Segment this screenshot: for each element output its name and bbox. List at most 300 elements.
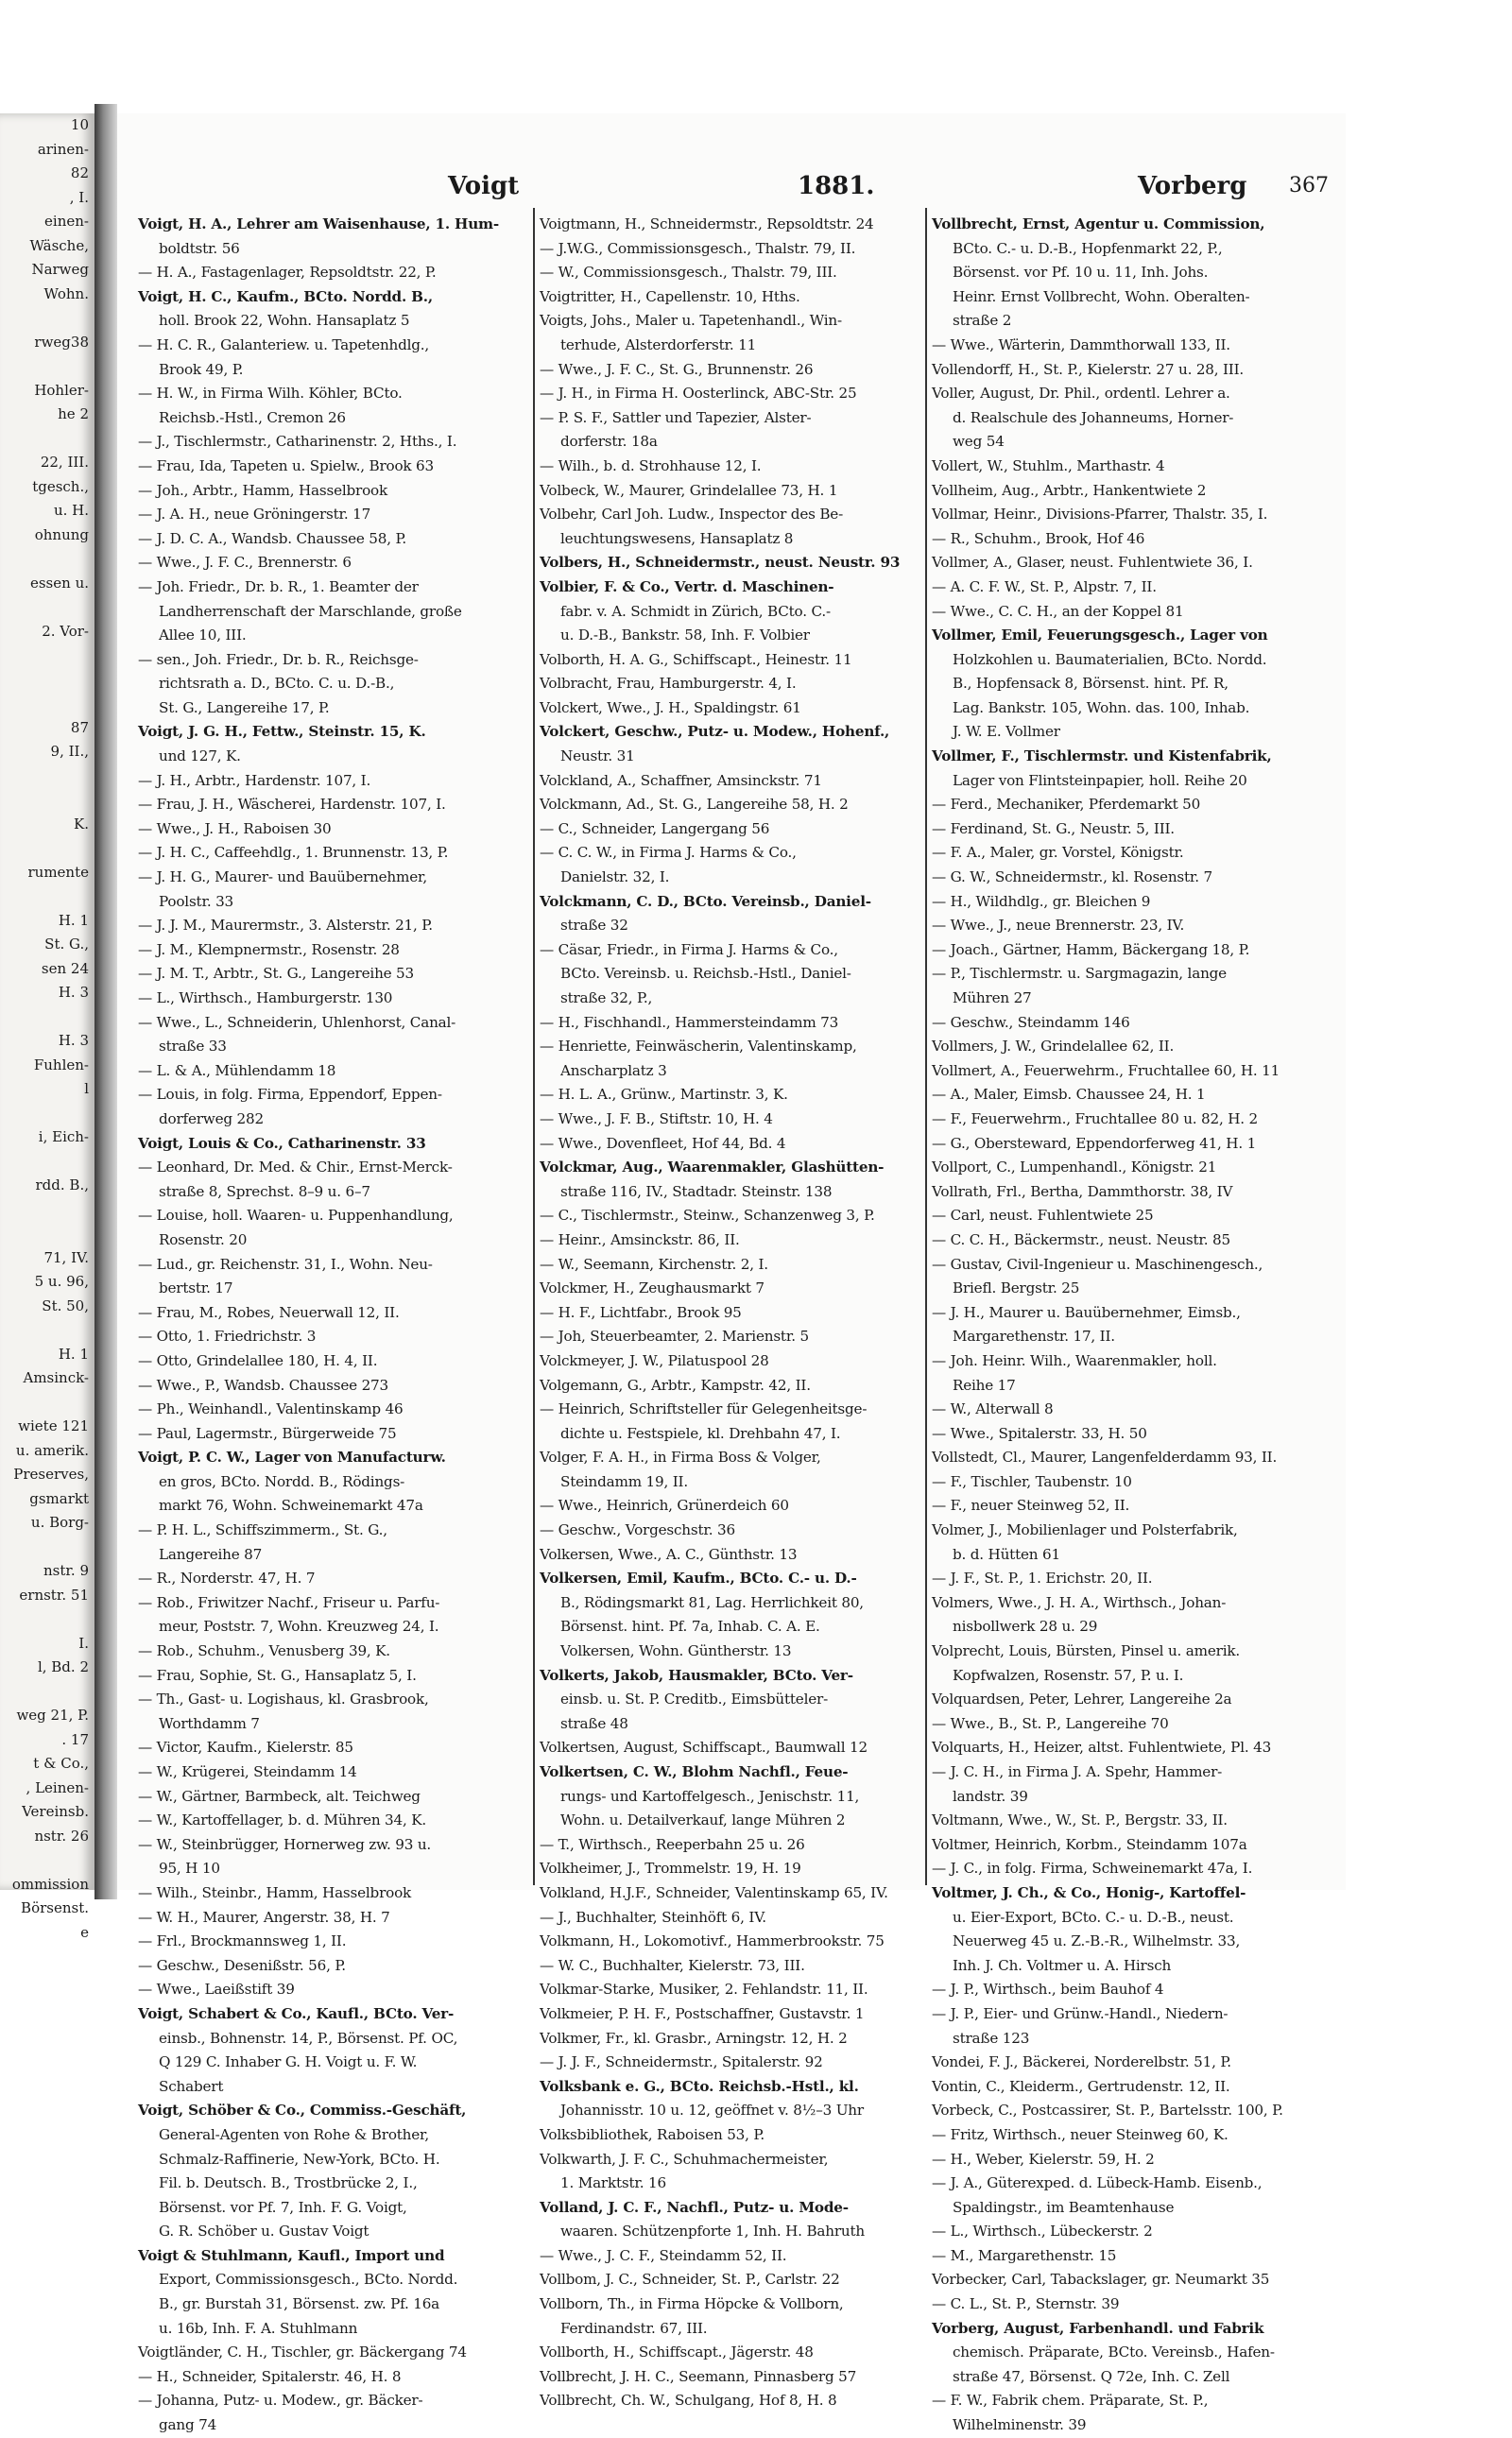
directory-entry: Voigts, Johs., Maler u. Tapetenhandl., Win- (540, 312, 842, 330)
prev-page-fragment (0, 788, 94, 813)
directory-entry: Vollport, C., Lumpenhandl., Königstr. 21 (932, 1159, 1217, 1176)
directory-entry: — J. P., Wirthsch., beim Bauhof 4 (932, 1981, 1164, 1999)
directory-entry: Neustr. 31 (560, 747, 635, 765)
prev-page-fragment: einen- (44, 213, 89, 230)
directory-entry: — H., Wildhdlg., gr. Bleichen 9 (932, 892, 1151, 910)
directory-entry: — J. H. C., Caffeehdlg., 1. Brunnenstr. 13, P. (138, 844, 449, 862)
directory-entry: B., Rödingsmarkt 81, Lag. Herrlichkeit 80, (560, 1593, 864, 1611)
directory-entry: — Joh. Friedr., Dr. b. R., 1. Beamter der (138, 577, 419, 595)
directory-entry: Voltmann, Wwe., W., St. P., Bergstr. 33, II. (932, 1811, 1228, 1829)
directory-entry: B., Hopfensack 8, Börsenst. hint. Pf. R, (953, 675, 1228, 693)
directory-entry: — L., Wirthsch., Hamburgerstr. 130 (138, 989, 393, 1006)
directory-entry: Vollmar, Heinr., Divisions-Pfarrer, Thalstr. 35, I. (932, 506, 1268, 524)
prev-page-fragment (0, 595, 94, 620)
directory-entry: 95, H 10 (159, 1860, 220, 1878)
directory-entry: Volquarts, H., Heizer, altst. Fuhlentwiete, Pl. 43 (932, 1739, 1272, 1757)
directory-entry: — Joh, Steuerbeamter, 2. Marienstr. 5 (540, 1328, 809, 1346)
prev-page-fragment: t & Co., (33, 1755, 89, 1772)
prev-page-fragment (0, 547, 94, 572)
prev-page-fragment (0, 764, 94, 789)
directory-entry: — J. C., in folg. Firma, Schweinemarkt 47a, I. (932, 1860, 1253, 1878)
prev-page-fragment: rweg38 (34, 333, 89, 351)
prev-page-fragment: Börsenst. (21, 1899, 89, 1916)
directory-entry: Voigt, Louis & Co., Catharinenstr. 33 (138, 1134, 426, 1152)
directory-entry: Volkerts, Jakob, Hausmakler, BCto. Ver- (540, 1666, 853, 1684)
directory-entry: — Otto, 1. Friedrichstr. 3 (138, 1328, 317, 1346)
directory-entry: Volborth, H. A. G., Schiffscapt., Heinestr. 11 (540, 650, 852, 668)
prev-page-fragment: 22, III. (40, 454, 89, 471)
directory-entry: Export, Commissionsgesch., BCto. Nordd. (159, 2271, 458, 2289)
directory-entry: — J. C. H., in Firma J. A. Spehr, Hammer- (932, 1763, 1223, 1780)
directory-entry: — Cäsar, Friedr., in Firma J. Harms & Co., (540, 940, 838, 958)
directory-entry: Schmalz-Raffinerie, New-York, BCto. H. (159, 2150, 440, 2168)
directory-entry: Heinr. Ernst Vollbrecht, Wohn. Oberalten- (953, 287, 1250, 305)
directory-entry: — H. L. A., Grünw., Martinstr. 3, K. (540, 1086, 788, 1104)
directory-entry: — W., Kartoffellager, b. d. Mühren 34, K. (138, 1811, 426, 1829)
directory-entry: Briefl. Bergstr. 25 (953, 1279, 1080, 1297)
directory-entry: Anscharplatz 3 (560, 1061, 667, 1079)
directory-entry: — A., Maler, Eimsb. Chaussee 24, H. 1 (932, 1086, 1206, 1104)
directory-entry: — W., Krügerei, Steindamm 14 (138, 1763, 357, 1780)
directory-entry: Voigt, Schabert & Co., Kaufl., BCto. Ver- (138, 2004, 455, 2022)
directory-entry: — W. H., Maurer, Angerstr. 38, H. 7 (138, 1908, 390, 1926)
directory-entry: Vollborn, Th., in Firma Höpcke & Vollborn, (540, 2295, 844, 2313)
directory-entry: — Heinr., Amsinckstr. 86, II. (540, 1230, 740, 1248)
directory-entry: Voltmer, J. Ch., & Co., Honig-, Kartoffel- (932, 1883, 1246, 1901)
directory-entry: Ferdinandstr. 67, III. (560, 2319, 708, 2337)
directory-entry: — Louis, in folg. Firma, Eppendorf, Eppen- (138, 1086, 442, 1104)
directory-entry: — Wwe., C. C. H., an der Koppel 81 (932, 602, 1184, 620)
directory-entry: Mühren 27 (953, 989, 1032, 1006)
directory-entry: Vorberg, August, Farbenhandl. und Fabrik (932, 2319, 1264, 2337)
directory-entry: holl. Brook 22, Wohn. Hansaplatz 5 (159, 312, 410, 330)
prev-page-fragment: 87 (70, 718, 89, 736)
directory-entry: Vontin, C., Kleiderm., Gertrudenstr. 12, II. (932, 2077, 1230, 2095)
directory-entry: — J. M., Klempnermstr., Rosenstr. 28 (138, 940, 400, 958)
directory-entry: — Heinrich, Schriftsteller für Gelegenheitsge- (540, 1400, 868, 1418)
directory-entry: Vondei, F. J., Bäckerei, Norderelbstr. 51, P. (932, 2053, 1231, 2071)
directory-entry: — F. W., Fabrik chem. Präparate, St. P., (932, 2392, 1209, 2410)
directory-entry: — Paul, Lagermstr., Bürgerweide 75 (138, 1424, 397, 1442)
prev-page-fragment: essen u. (29, 574, 89, 592)
directory-entry: Vollmer, Emil, Feuerungsgesch., Lager von (932, 627, 1268, 644)
prev-page-fragment (0, 427, 94, 452)
prev-page-fragment: , I. (69, 188, 89, 206)
directory-entry: Volckert, Geschw., Putz- u. Modew., Hohenf., (540, 723, 890, 741)
directory-entry: weg 54 (953, 433, 1005, 451)
directory-entry: Vollmer, A., Glaser, neust. Fuhlentwiete 36, I. (932, 554, 1253, 572)
directory-entry: — Wwe., J., neue Brennerstr. 23, IV. (932, 917, 1185, 935)
directory-entry: — Joach., Gärtner, Hamm, Bäckergang 18, P. (932, 940, 1250, 958)
prev-page-fragment: gsmarkt (29, 1489, 89, 1507)
directory-entry: — Wwe., Wärterin, Dammthorwall 133, II. (932, 335, 1230, 353)
directory-entry: Volckmer, H., Zeughausmarkt 7 (540, 1279, 765, 1297)
prev-page-fragment: he 2 (58, 405, 89, 422)
directory-entry: Vollbrecht, J. H. C., Seemann, Pinnasberg 57 (540, 2367, 857, 2385)
directory-entry: straße 2 (953, 312, 1012, 330)
directory-entry: leuchtungswesens, Hansaplatz 8 (560, 529, 794, 547)
directory-entry: — W., Gärtner, Barmbeck, alt. Teichweg (138, 1787, 421, 1805)
directory-entry: — Wwe., B., St. P., Langereihe 70 (932, 1714, 1169, 1732)
directory-entry: Volckert, Wwe., J. H., Spaldingstr. 61 (540, 698, 801, 716)
directory-entry: Voigtritter, H., Capellenstr. 10, Hths. (540, 287, 800, 305)
prev-page-fragment (0, 1150, 94, 1175)
directory-entry: Fil. b. Deutsch. B., Trostbrücke 2, I., (159, 2174, 418, 2192)
directory-entry: Volkersen, Wohn. Güntherstr. 13 (560, 1642, 792, 1660)
prev-page-fragment: Preserves, (13, 1466, 89, 1483)
prev-page-fragment: u. Borg- (30, 1514, 89, 1531)
prev-page-fragment (0, 836, 94, 861)
prev-page-fragment: sen 24 (41, 959, 89, 977)
directory-entry: Volkland, H.J.F., Schneider, Valentinskamp 65, IV. (540, 1883, 888, 1901)
directory-entry: Steindamm 19, II. (560, 1472, 688, 1490)
directory-entry: — H., Schneider, Spitalerstr. 46, H. 8 (138, 2367, 402, 2385)
directory-entry: Wohn. u. Detailverkauf, lange Mühren 2 (560, 1811, 846, 1829)
directory-entry: u. D.-B., Bankstr. 58, Inh. F. Volbier (560, 627, 810, 644)
header-last-name: Vorberg (1138, 172, 1247, 200)
prev-page-fragment: arinen- (37, 140, 89, 158)
directory-entry: — H., Fischhandl., Hammersteindamm 73 (540, 1013, 839, 1031)
prev-page-fragment (0, 1607, 94, 1632)
directory-entry: Vollert, W., Stuhlm., Marthastr. 4 (932, 456, 1165, 474)
directory-entry: Vollmert, A., Feuerwehrm., Fruchtallee 60, H. 11 (932, 1061, 1280, 1079)
directory-entry: Volckmeyer, J. W., Pilatuspool 28 (540, 1351, 769, 1369)
column-rule (925, 208, 927, 1885)
prev-page-fragment: l (84, 1080, 89, 1097)
prev-page-fragment: ernstr. 51 (19, 1586, 89, 1604)
directory-entry: Vollmers, J. W., Grindelallee 62, II. (932, 1038, 1175, 1056)
directory-entry: boldtstr. 56 (159, 239, 240, 257)
prev-page-fragment (0, 668, 94, 693)
directory-entry: dichte u. Festspiele, kl. Drehbahn 47, I. (560, 1424, 841, 1442)
prev-page-fragment: i, Eich- (38, 1128, 89, 1145)
directory-entry: — R., Schuhm., Brook, Hof 46 (932, 529, 1145, 547)
directory-entry: Börsenst. vor Pf. 7, Inh. F. G. Voigt, (159, 2198, 407, 2216)
directory-entry: Volksbank e. G., BCto. Reichsb.-Hstl., kl. (540, 2077, 859, 2095)
prev-page-fragment: 82 (70, 164, 89, 181)
directory-entry: — A. C. F. W., St. P., Alpstr. 7, II. (932, 577, 1157, 595)
directory-entry: Voigt, P. C. W., Lager von Manufacturw. (138, 1449, 446, 1467)
prev-page-fragment: Amsinck- (23, 1369, 89, 1386)
book-gutter (94, 104, 117, 1899)
directory-entry: Volmer, J., Mobilienlager und Polsterfabrik, (932, 1521, 1238, 1539)
directory-entry: — J., Buchhalter, Steinhöft 6, IV. (540, 1908, 766, 1926)
directory-entry: Margarethenstr. 17, II. (953, 1328, 1115, 1346)
prev-page-fragment: 10 (70, 116, 89, 133)
directory-entry: Volkmar-Starke, Musiker, 2. Fehlandstr. 11, II. (540, 1981, 868, 1999)
directory-entry: straße 32 (560, 917, 628, 935)
previous-page-edge (0, 113, 97, 1941)
directory-entry: Volbracht, Frau, Hamburgerstr. 4, I. (540, 675, 797, 693)
directory-page (117, 113, 1346, 2434)
directory-entry: — L., Wirthsch., Lübeckerstr. 2 (932, 2223, 1153, 2241)
directory-entry: Voller, August, Dr. Phil., ordentl. Lehrer a. (932, 385, 1230, 403)
directory-entry: Vollrath, Frl., Bertha, Dammthorstr. 38, IV (932, 1182, 1233, 1200)
directory-entry: Volbeck, W., Maurer, Grindelallee 73, H. 1 (540, 481, 838, 499)
prev-page-fragment (0, 692, 94, 716)
directory-entry: chemisch. Präparate, BCto. Vereinsb., Hafen- (953, 2344, 1275, 2361)
directory-entry: Reichsb.-Hstl., Cremon 26 (159, 408, 346, 426)
directory-entry: Voigt, H. C., Kaufm., BCto. Nordd. B., (138, 287, 433, 305)
directory-entry: J. W. E. Vollmer (953, 723, 1060, 741)
prev-page-fragment: ommission (11, 1875, 89, 1893)
directory-entry: — J. A., Güterexped. d. Lübeck-Hamb. Eisenb., (932, 2174, 1263, 2192)
directory-entry: — W., Seemann, Kirchenstr. 2, I. (540, 1255, 768, 1273)
prev-page-fragment (0, 644, 94, 668)
directory-entry: General-Agenten von Rohe & Brother, (159, 2125, 430, 2143)
prev-page-fragment: e (80, 1923, 89, 1941)
directory-entry: fabr. v. A. Schmidt in Zürich, BCto. C.- (560, 602, 831, 620)
prev-page-fragment: 2. Vor- (42, 622, 89, 640)
directory-entry: — L. & A., Mühlendamm 18 (138, 1061, 336, 1079)
directory-entry: Vorbecker, Carl, Tabackslager, gr. Neumarkt 35 (932, 2271, 1270, 2289)
directory-entry: — J. P., Eier- und Grünw.-Handl., Niedern- (932, 2004, 1228, 2022)
directory-entry: Q 129 C. Inhaber G. H. Voigt u. F. W. (159, 2053, 418, 2071)
directory-entry: d. Realschule des Johanneums, Horner- (953, 408, 1234, 426)
directory-entry: — J. A. H., neue Gröningerstr. 17 (138, 506, 371, 524)
directory-entry: Schabert (159, 2077, 224, 2095)
directory-entry: Poolstr. 33 (159, 892, 234, 910)
directory-entry: — Wwe., J. F. C., Brennerstr. 6 (138, 554, 352, 572)
directory-entry: Volkertsen, C. W., Blohm Nachfl., Feue- (540, 1763, 849, 1780)
directory-entry: Vollmer, F., Tischlermstr. und Kistenfabrik, (932, 747, 1272, 765)
directory-entry: Volkmer, Fr., kl. Grasbr., Arningstr. 12, H. 2 (540, 2029, 848, 2047)
prev-page-fragment: tgesch., (32, 477, 89, 495)
prev-page-fragment: Wäsche, (29, 236, 89, 254)
directory-entry: — J. J. F., Schneidermstr., Spitalerstr. 92 (540, 2053, 823, 2071)
prev-page-fragment: I. (78, 1634, 89, 1652)
directory-entry: straße 48 (560, 1714, 628, 1732)
directory-entry: — Ferd., Mechaniker, Pferdemarkt 50 (932, 796, 1201, 814)
directory-entry: — Frau, Ida, Tapeten u. Spielw., Brook 63 (138, 456, 434, 474)
directory-entry: Börsenst. vor Pf. 10 u. 11, Inh. Johs. (953, 264, 1209, 282)
directory-entry: — J. H., in Firma H. Oosterlinck, ABC-Str. 25 (540, 385, 857, 403)
prev-page-fragment: 9, II., (50, 743, 89, 760)
directory-entry: 1. Marktstr. 16 (560, 2174, 666, 2192)
directory-entry: — P., Tischlermstr. u. Sargmagazin, lange (932, 965, 1227, 983)
directory-entry: — J. H., Maurer u. Bauübernehmer, Eimsb., (932, 1303, 1241, 1321)
prev-page-fragment: nstr. 9 (43, 1562, 89, 1579)
directory-entry: Volland, J. C. F., Nachfl., Putz- u. Mode- (540, 2198, 849, 2216)
prev-page-fragment: H. 3 (58, 984, 89, 1001)
prev-page-fragment: l, Bd. 2 (37, 1658, 89, 1675)
directory-entry: — G., Obersteward, Eppendorferweg 41, H. 1 (932, 1134, 1257, 1152)
prev-page-fragment: St. 50, (42, 1296, 89, 1314)
prev-page-fragment (0, 1198, 94, 1223)
directory-entry: dorferweg 282 (159, 1109, 264, 1127)
directory-column-2 (540, 213, 922, 2410)
directory-entry: Volgemann, G., Arbtr., Kampstr. 42, II. (540, 1376, 811, 1394)
directory-entry: Volkersen, Wwe., A. C., Günthstr. 13 (540, 1545, 798, 1563)
directory-entry: — sen., Joh. Friedr., Dr. b. R., Reichsge- (138, 650, 419, 668)
directory-entry: Volkmeier, P. H. F., Postschaffner, Gustavstr. 1 (540, 2004, 865, 2022)
directory-entry: — C. L., St. P., Sternstr. 39 (932, 2295, 1120, 2313)
directory-entry: Vollborth, H., Schiffscapt., Jägerstr. 48 (540, 2344, 814, 2361)
directory-entry: Voigt, H. A., Lehrer am Waisenhause, 1. Hum- (138, 215, 500, 232)
directory-entry: Spaldingstr., im Beamtenhause (953, 2198, 1175, 2216)
directory-column-1 (138, 213, 521, 2434)
directory-entry: — Victor, Kaufm., Kielerstr. 85 (138, 1739, 353, 1757)
directory-entry: — W., Steinbrügger, Hornerweg zw. 93 u. (138, 1835, 432, 1853)
prev-page-fragment (0, 884, 94, 909)
directory-column-3 (932, 213, 1314, 2434)
prev-page-fragment: H. 1 (58, 1345, 89, 1363)
directory-entry: — Joh. Heinr. Wilh., Waarenmakler, holl. (932, 1351, 1217, 1369)
directory-entry: straße 8, Sprechst. 8–9 u. 6–7 (159, 1182, 370, 1200)
directory-entry: — J., Tischlermstr., Catharinenstr. 2, Hths., I. (138, 433, 457, 451)
directory-entry: Volbier, F. & Co., Vertr. d. Maschinen- (540, 577, 834, 595)
directory-entry: — G. W., Schneidermstr., kl. Rosenstr. 7 (932, 868, 1213, 886)
page-number: 367 (1289, 174, 1329, 197)
directory-entry: — Otto, Grindelallee 180, H. 4, II. (138, 1351, 378, 1369)
directory-entry: — Rob., Schuhm., Venusberg 39, K. (138, 1642, 390, 1660)
directory-entry: — J. H., Arbtr., Hardenstr. 107, I. (138, 771, 371, 789)
prev-page-fragment: u. H. (53, 502, 89, 519)
prev-page-fragment (0, 306, 94, 331)
directory-entry: — Gustav, Civil-Ingenieur u. Maschinengesch., (932, 1255, 1263, 1273)
directory-entry: — F. A., Maler, gr. Vorstel, Königstr. (932, 844, 1184, 862)
directory-entry: — J. F., St. P., 1. Erichstr. 20, II. (932, 1570, 1153, 1588)
directory-entry: — H. W., in Firma Wilh. Köhler, BCto. (138, 385, 403, 403)
directory-entry: — Wilh., Steinbr., Hamm, Hasselbrook (138, 1883, 412, 1901)
directory-entry: — W., Commissionsgesch., Thalstr. 79, III. (540, 264, 837, 282)
directory-entry: straße 32, P., (560, 989, 653, 1006)
directory-entry: Volkersen, Emil, Kaufm., BCto. C.- u. D.- (540, 1570, 857, 1588)
directory-entry: G. R. Schöber u. Gustav Voigt (159, 2223, 369, 2241)
directory-entry: — Geschw., Desenißstr. 56, P. (138, 1956, 346, 1974)
directory-entry: Neuerweg 45 u. Z.-B.-R., Wilhelmstr. 33, (953, 1932, 1241, 1950)
prev-page-fragment: St. G., (44, 936, 89, 953)
prev-page-fragment: Narweg (31, 261, 89, 278)
directory-entry: Inh. J. Ch. Voltmer u. A. Hirsch (953, 1956, 1172, 1974)
directory-entry: Vollbom, J. C., Schneider, St. P., Carlstr. 22 (540, 2271, 840, 2289)
directory-entry: Johannisstr. 10 u. 12, geöffnet v. 8½–3 Uhr (560, 2102, 864, 2120)
directory-entry: markt 76, Wohn. Schweinemarkt 47a (159, 1497, 423, 1515)
directory-entry: — C. C. W., in Firma J. Harms & Co., (540, 844, 797, 862)
directory-entry: — Fritz, Wirthsch., neuer Steinweg 60, K. (932, 2125, 1228, 2143)
prev-page-fragment (0, 1102, 94, 1126)
directory-entry: — Frau, M., Robes, Neuerwall 12, II. (138, 1303, 400, 1321)
directory-entry: B., gr. Burstah 31, Börsenst. zw. Pf. 16a (159, 2295, 440, 2313)
directory-entry: — J. H. G., Maurer- und Bauübernehmer, (138, 868, 428, 886)
directory-entry: waaren. Schützenpforte 1, Inh. H. Bahruth (560, 2223, 865, 2241)
prev-page-fragment: H. 3 (58, 1032, 89, 1049)
prev-page-fragment (0, 1318, 94, 1343)
prev-page-fragment: Fuhlen- (33, 1056, 89, 1073)
directory-entry: — Th., Gast- u. Logishaus, kl. Grasbrook, (138, 1691, 429, 1708)
prev-page-fragment: rdd. B., (35, 1176, 89, 1193)
directory-entry: straße 33 (159, 1038, 227, 1056)
prev-page-fragment (0, 1536, 94, 1560)
directory-entry: Vollbrecht, Ch. W., Schulgang, Hof 8, H. 8 (540, 2392, 837, 2410)
directory-entry: — Wwe., J. C. F., Steindamm 52, II. (540, 2246, 787, 2264)
directory-entry: — Ferdinand, St. G., Neustr. 5, III. (932, 819, 1175, 837)
prev-page-fragment: . 17 (61, 1730, 89, 1748)
directory-entry: Volbers, H., Schneidermstr., neust. Neustr. 93 (540, 554, 901, 572)
directory-entry: BCto. C.- u. D.-B., Hopfenmarkt 22, P., (953, 239, 1223, 257)
prev-page-fragment: Vereinsb. (22, 1803, 89, 1820)
directory-entry: — Rob., Friwitzer Nachf., Friseur u. Parfu- (138, 1593, 440, 1611)
directory-entry: Holzkohlen u. Baumaterialien, BCto. Nordd. (953, 650, 1267, 668)
directory-entry: Wilhelminenstr. 39 (953, 2416, 1087, 2434)
directory-entry: Worthdamm 7 (159, 1714, 260, 1732)
directory-entry: terhude, Alsterdorferstr. 11 (560, 335, 757, 353)
directory-entry: — Louise, holl. Waaren- u. Puppenhandlung, (138, 1207, 454, 1225)
directory-entry: — C. C. H., Bäckermstr., neust. Neustr. 85 (932, 1230, 1230, 1248)
prev-page-fragment (0, 1005, 94, 1030)
header-year: 1881. (798, 172, 875, 200)
directory-entry: Vollheim, Aug., Arbtr., Hankentwiete 2 (932, 481, 1207, 499)
directory-entry: — F., Feuerwehrm., Fruchtallee 80 u. 82, H. 2 (932, 1109, 1258, 1127)
directory-entry: — C., Tischlermstr., Steinw., Schanzenweg 3, P. (540, 1207, 875, 1225)
directory-entry: BCto. Vereinsb. u. Reichsb.-Hstl., Daniel- (560, 965, 851, 983)
directory-entry: Voigt & Stuhlmann, Kaufl., Import und (138, 2246, 445, 2264)
directory-entry: Landherrenschaft der Marschlande, große (159, 602, 462, 620)
prev-page-fragment: weg 21, P. (16, 1707, 89, 1724)
directory-entry: Danielstr. 32, I. (560, 868, 670, 886)
directory-entry: straße 116, IV., Stadtadr. Steinstr. 138 (560, 1182, 833, 1200)
directory-entry: straße 47, Börsenst. Q 72e, Inh. C. Zell (953, 2367, 1230, 2385)
directory-entry: einsb. u. St. P. Creditb., Eimsbütteler- (560, 1691, 829, 1708)
directory-entry: — J.W.G., Commissionsgesch., Thalstr. 79, II. (540, 239, 856, 257)
directory-entry: — Wwe., Heinrich, Grünerdeich 60 (540, 1497, 789, 1515)
header-first-name: Voigt (448, 172, 520, 200)
prev-page-fragment: 5 u. 96, (34, 1273, 89, 1290)
directory-entry: straße 123 (953, 2029, 1030, 2047)
directory-entry: — C., Schneider, Langergang 56 (540, 819, 770, 837)
prev-page-fragment: 71, IV. (43, 1248, 89, 1266)
directory-entry: — Lud., gr. Reichenstr. 31, I., Wohn. Neu- (138, 1255, 433, 1273)
directory-entry: — W. C., Buchhalter, Kielerstr. 73, III. (540, 1956, 805, 1974)
prev-page-fragment: u. amerik. (15, 1441, 89, 1459)
directory-entry: Vollstedt, Cl., Maurer, Langenfelderdamm 93, II. (932, 1449, 1278, 1467)
prev-page-fragment: , Leinen- (26, 1778, 89, 1796)
directory-entry: Voigt, Schöber & Co., Commiss.-Geschäft, (138, 2102, 467, 2120)
directory-entry: Brook 49, P. (159, 360, 244, 378)
directory-entry: — Wwe., P., Wandsb. Chaussee 273 (138, 1376, 388, 1394)
directory-entry: Volckmann, Ad., St. G., Langereihe 58, H. 2 (540, 796, 849, 814)
directory-entry: — Frau, J. H., Wäscherei, Hardenstr. 107, I. (138, 796, 446, 814)
directory-entry: Volkheimer, J., Trommelstr. 19, H. 19 (540, 1860, 801, 1878)
directory-entry: Vollendorff, H., St. P., Kielerstr. 27 u. 28, III. (932, 360, 1245, 378)
directory-entry: — F., Tischler, Taubenstr. 10 (932, 1472, 1132, 1490)
prev-page-fragment (0, 354, 94, 379)
directory-entry: — Wilh., b. d. Strohhause 12, I. (540, 456, 762, 474)
prev-page-fragment (0, 1848, 94, 1873)
prev-page-fragment: H. 1 (58, 911, 89, 929)
directory-entry: Kopfwalzen, Rosenstr. 57, P. u. I. (953, 1666, 1184, 1684)
directory-entry: — T., Wirthsch., Reeperbahn 25 u. 26 (540, 1835, 805, 1853)
directory-entry: Volger, F. A. H., in Firma Boss & Volger, (540, 1449, 821, 1467)
directory-entry: — Carl, neust. Fuhlentwiete 25 (932, 1207, 1154, 1225)
directory-entry: meur, Poststr. 7, Wohn. Kreuzweg 24, I. (159, 1618, 439, 1636)
directory-entry: — Geschw., Vorgeschstr. 36 (540, 1521, 735, 1539)
directory-entry: — M., Margarethenstr. 15 (932, 2246, 1117, 2264)
directory-entry: — Frl., Brockmannsweg 1, II. (138, 1932, 347, 1950)
directory-entry: — Henriette, Feinwäscherin, Valentinskamp, (540, 1038, 857, 1056)
directory-entry: — H. A., Fastagenlager, Repsoldtstr. 22, P. (138, 264, 437, 282)
directory-entry: — H., Weber, Kielerstr. 59, H. 2 (932, 2150, 1155, 2168)
directory-entry: Lag. Bankstr. 105, Wohn. das. 100, Inhab. (953, 698, 1250, 716)
directory-entry: St. G., Langereihe 17, P. (159, 698, 330, 716)
directory-entry: Volckmar, Aug., Waarenmakler, Glashütten- (540, 1159, 885, 1176)
directory-entry: bertstr. 17 (159, 1279, 233, 1297)
prev-page-fragment: Wohn. (43, 284, 89, 302)
directory-entry: Voigt, J. G. H., Fettw., Steinstr. 15, K. (138, 723, 426, 741)
directory-entry: Volquardsen, Peter, Lehrer, Langereihe 2a (932, 1691, 1232, 1708)
prev-page-fragment: Hohler- (34, 381, 89, 399)
directory-entry: — Frau, Sophie, St. G., Hansaplatz 5, I. (138, 1666, 417, 1684)
